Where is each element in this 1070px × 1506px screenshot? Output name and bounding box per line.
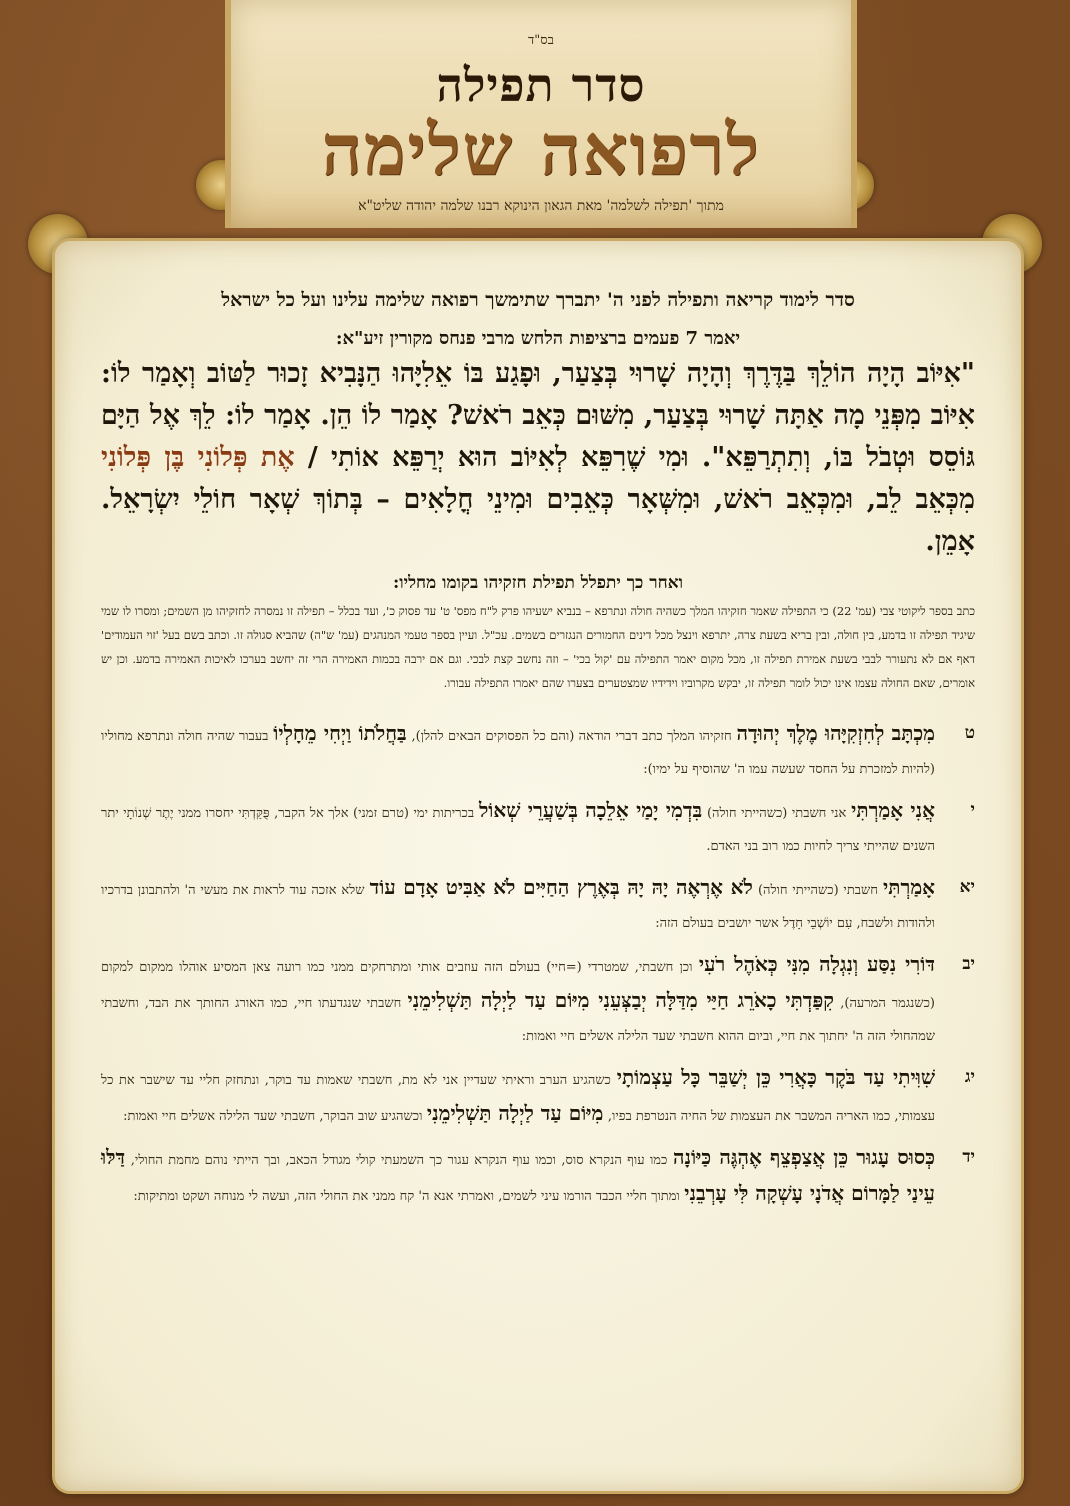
verse-commentary: ומתוך חליי הכבד הורמו עיני לשמים, ואמרתי אנא ה' קח ממני את החולי הזה, ועשה לי מנוחה ושקט ומתיקות: [133,1189,680,1204]
verse [101,1061,975,1133]
title-top: סדר תפילה [436,58,646,112]
verse-text: קִפַּדְתִּי כָאֹרֵג חַיַּי מִדַּלָּה יְבַצְּעֵנִי מִיּוֹם עַד לַיְלָה תַּשְׁלִימֵנִי [407,988,834,1012]
verse-commentary: חשבתי שנגדעתו חיי, כמו האורג החותך את הבד, וחשבתי שמהחולי הזה ה' יחתוך את חיי, וביום ההוא חשבתי שעד הלילה אשלים חיי ואמות: [101,996,935,1044]
source-note: כתב בספר ליקוטי צבי (עמ' 22) כי התפילה שאמר חזקיהו המלך כשהיה חולה ונתרפא – בנביא ישעיהו פרק ל"ח מפס' ט' עד פסוק כ', ועד בכלל – תפילה זו נמסרה לחזקיהו מן השמים; ומסרו לו שמי שיגיד תפילה זו בדמע, בין חולה, ובין בריא בשעת צרה, יתרפא וינצל מכל דינים החמורים הנגזרים בשמים. עכ"ל. ועיין בספר טעמי המנהגים (עמ' ש"ה) שהביא סגולה זו. וכתב בשם בעל 'זוי העמודים' דאף אם לא נתעורר לבבי בשעת אמירת תפילה זו, מכל מקום יאמר התפילה עם 'קול בכי' – וזה נחשב קצת לבכי. וגם אם ירבה בכמות האמירה הרי זה יחשב בערכו לאיכות האמירה בדמע. וכן יש אומרים, שאם החולה עצמו אינו יכול לומר תפילה זו, יבקש מקרוביו וידידיו שמצטערים בצערו שהם יאמרו התפילה עבורו. [101,604,975,690]
verse-text: בִּדְמִי יָמַי אֵלֵכָה בְּשַׁעֲרֵי שְׁאוֹל [478,798,703,822]
verse [101,948,975,1053]
main-prayer-a: "אִיּוֹב הָיָה הוֹלֵךְ בַּדֶּרֶךְ וְהָיָה שָׁרוּי בְּצַעַר, וּפָגַע בּוֹ אֵלִיָּהוּ הַנָּבִיא זָכוּר לַטּוֹב וְאָמַר לוֹ: אִיּוֹב מִפְּנֵי מָה אַתָּה שָׁרוּי בְּצַעַר, מִשּׁוּם כְּאֵב רֹאשׁ? אָמַר לוֹ הֵן. אָמַר לוֹ: לֵךְ אֶל הַיָּם גּוֹסֵס וּטְבֹל בּוֹ, וְתִתְרַפֵּא". וּמִי שֶׁרִפֵּא לְאִיּוֹב הוּא יְרַפֵּא אוֹתִי / [101,358,975,473]
verse-commentary: וכשהגיע שוב הבוקר, חשבתי שעד הלילה אשלים חיי ואמות: [123,1109,423,1124]
after-heading: ואחר כך יתפלל תפילת חזקיהו בקומו מחליו: [393,573,683,593]
verse-commentary: שלא אזכה עוד לראות את מעשי ה' ולהתבונן בדרכיו ולהודות ולשבח, עִם יוֹשְׁבֵי חָדֶל אשר יושבים בעולם הזה: [101,883,935,931]
verse-text: מִכְתָּב לְחִזְקִיָּהוּ מֶלֶךְ יְהוּדָה [736,721,936,745]
verse-commentary: בעבור שהיה חולה ונתרפא מחוליו (להיות למזכרת על החסד שעשה עמו ה' שהוסיף על ימיו): [101,729,935,777]
title-main: לרפואה שלימה [321,108,761,191]
verse-commentary: אני חשבתי (כשהייתי חולה) [706,806,847,821]
verse-number: יב [962,954,975,974]
prayer-panel [52,238,1024,1494]
verse-text: לֹא אֶרְאֶה יָהּ יָהּ בְּאֶרֶץ הַחַיִּים לֹא אַבִּיט אָדָם עוֹד [369,875,753,899]
verse-commentary: בכריתות ימי (טרם זמני) אלך אל הקבר, פֻּקַּדְתִּי יחסרו ממני יֶתֶר שְׁנוֹתָי יתר השנים שהייתי צריך לחיות כמו רוב בני האדם. [101,806,935,854]
instruction-line: יאמר 7 פעמים ברציפות הלחש מרבי פנחס מקורין זיע"א: [335,328,741,349]
title-banner [225,0,857,228]
verse-commentary: חזקיהו המלך כתב דברי הודאה (והם כל הפסוקים הבאים להלן), [411,729,732,744]
verse-commentary: וכן חשבתי, שמטרדי (=חיי) בעולם הזה עוזבים אותי ומתרחקים ממני כמו רועה צאן המסיע אוהלו ממקום למקום (כשנגמר המרעה), [101,960,936,1011]
verse-text: אֲנִי אָמַרְתִּי [851,798,936,822]
main-prayer-b: מִכְּאֵב לֵב, וּמִכְּאֵב רֹאשׁ, וּמִשְּׁאָר כְּאֵבִים וּמִינֵי חֳלָאִים – בְּתוֹךְ שְׁאָר חוֹלֵי יִשְׂרָאֵל. אָמֵן. [101,484,975,557]
verse-number: י [970,800,975,820]
verse-commentary: חשבתי (כשהייתי חולה) [757,883,878,898]
main-prayer [101,353,975,563]
verse-text: דַּלּוּ עֵינַי לַמָּרוֹם אֲדֹנָי עָשְׁקָה לִּי עָרְבֵנִי [101,1145,935,1205]
verse-number: יא [959,877,975,897]
verse-text: דּוֹרִי נִסַּע וְנִגְלָה מִנִּי כְּאֹהֶל רֹעִי [698,952,935,976]
verse-text: בַּחֲלֹתוֹ וַיְחִי מֵחָלְיוֹ [273,721,407,745]
verse [101,794,975,863]
verse-text: אָמַרְתִּי [883,875,936,899]
verse-commentary: כמו עוף הנקרא סוס, וכמו עוף הנקרא עגור כך השמעתי קולי מגודל הכאב, ובך הייתי נוהם מחמת החולי, [130,1153,668,1168]
bsd-mark: בס"ד [528,33,554,48]
source-line: מתוך 'תפילה לשלמה' מאת הגאון הינוקא רבנו שלמה יהודה שליט"א [358,198,724,214]
verse [101,871,975,940]
verse [101,717,975,786]
verse-commentary: כשהגיע הערב וראיתי שעדיין אני לא מת, חשבתי שאמות עד בוקר, ונתחזק חליי עד שישבר את כל עצמותי, כמו האריה המשבר את העצמות של החיה הנטרפת בפיו, [101,1073,935,1124]
verse-number: יד [962,1147,975,1167]
intro-line: סדר לימוד קריאה ותפילה לפני ה' יתברך שתימשך רפואה שלימה עלינו ועל כל ישראל [221,289,855,311]
verse-text: מִיּוֹם עַד לַיְלָה תַּשְׁלִימֵנִי [426,1101,604,1125]
verse-number: ט [964,723,975,743]
verse [101,1141,975,1213]
verse-text: כְּסוּס עָגוּר כֵּן אֲצַפְצֵף אֶהְגֶּה כַּיּוֹנָה [673,1145,936,1169]
main-prayer-name: אֶת פְּלוֹנִי בֶּן פְּלוֹנִי [101,442,295,473]
verse-number: יג [964,1067,975,1087]
verse-text: שִׁוִּיתִי עַד בֹּקֶר כָּאֲרִי כֵּן יְשַׁבֵּר כָּל עַצְמוֹתָי [616,1065,936,1089]
